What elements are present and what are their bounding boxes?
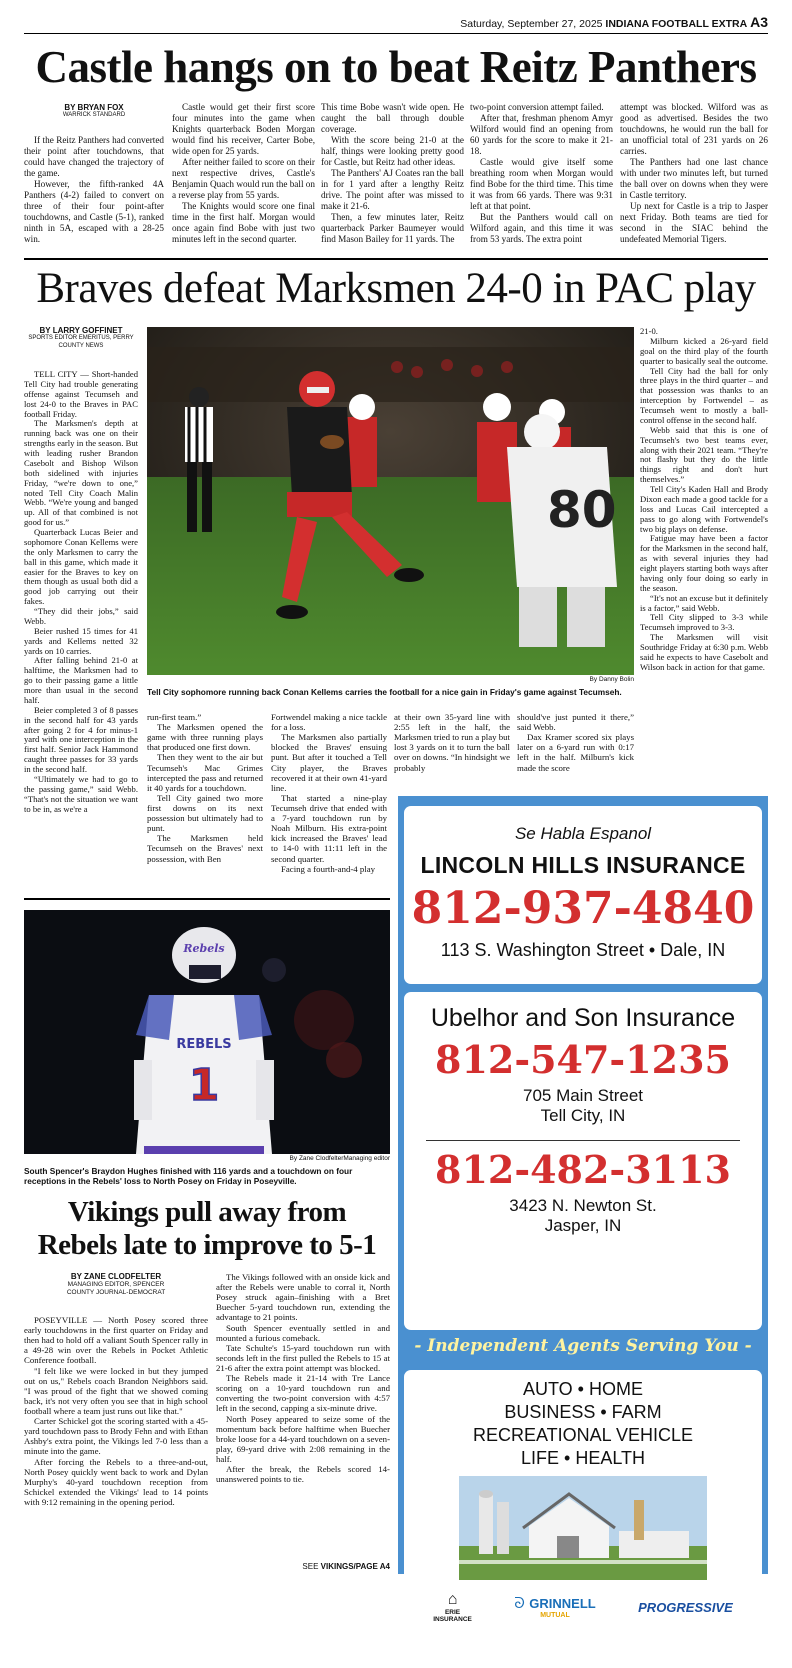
paragraph: “They did their jobs,” said Webb. (24, 606, 138, 626)
byline-name: BY ZANE CLODFELTER (70, 1272, 162, 1281)
paragraph: South Spencer eventually settled in and mounted a furious comeback. (216, 1322, 390, 1343)
story1-byline (24, 103, 164, 120)
paragraph: POSEYVILLE — North Posey scored three early touchdowns in the first quarter on Friday and then had to hold off a valiant South Spencer rally in a 49-28 win over the Rebels in Pocket Athletic Conference football. (24, 1315, 208, 1366)
paragraph: The Marksmen's depth at running back was one on their strengths early in the season. But with leading rusher Brandon Casebolt and Bishop Wilson both sidelined with injuries Friday, “we're down to one,” noted Tell City Coach Malin Webb. “We're young and banged up. All of that combined is not good for us.” (24, 418, 138, 528)
jump-label: SEE (302, 1562, 319, 1571)
paragraph: The Panthers' AJ Coates ran the ball in for 1 yard after a lengthy Reitz drive. The point after was missed to make it 21-6. (321, 168, 464, 212)
erie-name: ERIE (444, 1608, 461, 1616)
phone-number: 812-547-1235 (435, 1037, 731, 1082)
grinnell-name: GRINNELL (529, 1595, 596, 1611)
story3-headline (24, 1196, 390, 1263)
paragraph: The Marksmen also partially blocked the Braves' ensuing punt. But after it touched a Tell City player, the Braves recovered it at their own 41-yard line. (271, 732, 387, 793)
story1-column-3 (321, 102, 464, 245)
story3-column-2 (216, 1272, 390, 1484)
paragraph: 21-0. (640, 326, 658, 336)
paragraph: After that, freshman phenom Amyr Wilford would find an opening from 60 yards for the score to make it 21-18. (470, 113, 613, 157)
headline-line-2: Rebels late to improve to 5-1 (37, 1229, 377, 1262)
paragraph: two-point conversion attempt failed. (470, 102, 604, 112)
coverage-line: LIFE • HEALTH (521, 1448, 645, 1469)
address: 113 S. Washington Street • Dale, IN (440, 940, 726, 960)
headline-line-1: Vikings pull away from (67, 1196, 347, 1228)
address-line: 705 Main Street (522, 1086, 643, 1105)
photo-credit: By Zane ClodfelterManaging editor (289, 1155, 390, 1162)
paragraph: Tell City gained two more first downs on its next possession but ultimately had to punt. (147, 792, 263, 834)
paragraph: The Rebels made it 21-14 with Tre Lance scoring on a 10-yard touchdown run and converting the two-point conversion with 4:57 left in the second, capping a six-minute drive. (216, 1373, 390, 1414)
paragraph: Then, a few minutes later, Reitz quarterback Parker Baumeyer would find Mason Bailey for 11 yards. The (321, 212, 464, 245)
story1-column-1 (24, 135, 164, 245)
address-line: Tell City, IN (540, 1106, 626, 1125)
divider (426, 1140, 740, 1141)
paragraph: Beier rushed 15 times for 41 yards and Kellems netted 32 yards on 10 carries. (24, 625, 138, 656)
helmet-text: Rebels (183, 942, 225, 955)
grinnell-logo (514, 1596, 595, 1619)
paragraph: Castle would get their first score four minutes into the game when Knights quarterback Boden Morgan would find his receiver, Carter Bobe, wide open for 25 yards. (172, 102, 315, 157)
progressive-logo: PROGRESSIVE (638, 1599, 733, 1615)
rebels-player-photo-art (24, 910, 390, 1154)
story2-column-lower-1 (147, 712, 263, 864)
story2-column-right (640, 327, 768, 673)
coverage-panel (404, 1370, 762, 1668)
byline-name: BY LARRY GOFFINET (39, 326, 123, 335)
paragraph: After falling behind 21-0 at halftime, the Marksmen had to go to their passing game a little more than usual in the second half. (24, 655, 138, 705)
divider (24, 258, 768, 260)
farm-image (459, 1476, 707, 1580)
paragraph: The Vikings followed with an onside kick and after the Rebels were unable to corral it, North Posey struck again–finishing with a Bret Buecher 5-yard touchdown run, extending the advantage to 21 points. (216, 1272, 390, 1323)
story3-byline (24, 1272, 208, 1297)
story1-column-5 (620, 102, 768, 245)
grinnell-subname: MUTUAL (540, 1611, 570, 1619)
paragraph: Beier completed 3 of 8 passes in the second half for 43 yards after going 2 for 4 for minus-1 yard with one interception in the first half. Senior Jack Hammond caught three passes for 33 yards in the second half. (24, 704, 138, 774)
paragraph: The Marksmen opened the game with three running plays that produced one first down. (147, 722, 263, 753)
divider (24, 898, 390, 900)
paragraph: Quarterback Lucas Beier and sophomore Conan Kellems were the only Marksmen to carry the ball in this game, which made it easier for the Braves to key on them though as usual both did a good job carrying out their fakes. (24, 527, 138, 607)
paragraph: Then they went to the air but Tecumseh's Mac Grimes intercepted the pass and returned it 40 yards for a touchdown. (147, 752, 263, 793)
football-photo-art (147, 327, 634, 675)
jump-reference: VIKINGS/PAGE A4 (320, 1562, 390, 1571)
erie-icon: ⌂ (447, 1591, 458, 1609)
photo-caption: Tell City sophomore running back Conan Kellems carries the football for a nice gain in Friday's game against Tecumseh. (147, 687, 622, 697)
paragraph: Facing a fourth-and-4 play (281, 863, 376, 874)
jump-line[interactable] (216, 1562, 390, 1571)
paragraph: After forcing the Rebels to a three-and-out, North Posey quickly went back to work and Dylan Murphy's 40-yard touchdown reception from Schickel extended the Vikings' lead to 14 points with 9:12 remaining in the opening period. (24, 1456, 208, 1507)
photo-credit: By Danny Bolin (589, 676, 634, 683)
espanol-text: Se Habla Espanol (514, 824, 652, 843)
paragraph: This time Bobe wasn't wide open. He caught the ball through double coverage. (321, 102, 464, 135)
byline-name: BY BRYAN FOX (64, 103, 124, 112)
page-number: A3 (750, 14, 768, 30)
paragraph: The Marksmen held Tecumseh on the Braves' next possession, with Ben (147, 833, 263, 864)
company-name: Ubelhor and Son Insurance (430, 1004, 736, 1032)
paragraph: Fatigue may have been a factor for the Marksmen in the second half, as with several injuries they had eight players starting both ways after having only four doing so early in the season. (640, 533, 768, 593)
paragraph: After the break, the Rebels scored 14-unanswered points to tie. (216, 1464, 390, 1485)
byline-role: SPORTS EDITOR EMERITUS, PERRY COUNTY NEWS (28, 335, 134, 349)
paragraph: Milburn kicked a 26-yard field goal on the third play of the fourth quarter to basically seal the outcome. (640, 335, 768, 366)
paragraph: Tell City slipped to 3-3 while Tecumseh improved to 3-3. (640, 612, 768, 633)
paragraph: The Panthers had one last chance with under two minutes left, but turned the ball over on downs when they were in Castle territory. (620, 157, 768, 201)
story1-column-4 (470, 102, 613, 245)
section-name: INDIANA FOOTBALL EXTRA (605, 18, 748, 30)
insurance-ad (398, 796, 768, 1623)
coverage-line: RECREATIONAL VEHICLE (472, 1425, 694, 1446)
paragraph: Up next for Castle is a trip to Jasper next Friday. Both teams are tied for second in the SIAC behind the undefeated Memorial Tigers. (620, 201, 768, 245)
svg-text:80: 80 (547, 481, 617, 539)
story2-column-lower-2 (271, 712, 387, 874)
photo-caption: South Spencer's Braydon Hughes finished with 116 yards and a touchdown on four receptions in the Rebels' loss to North Posey on Friday in Poseyville. (24, 1166, 353, 1187)
story1-headline: Castle hangs on to beat Reitz Panthers (35, 42, 757, 92)
carrier-logos (404, 1591, 762, 1623)
address-line: 3423 N. Newton St. (509, 1196, 657, 1215)
story2-byline (24, 326, 138, 350)
paragraph: at their own 35-yard line with 2:55 left in the half, the Marksmen tried to run a play but lost 3 yards on it to turn the ball over on downs. “In hindsight we probably (394, 712, 510, 773)
paragraph: After neither failed to score on their next respective drives, Castle's Benjamin Quach would run the ball on a reverse play from 55 yards. (172, 157, 315, 201)
paragraph: Tell City had the ball for only three plays in the third quarter – and that possession was thanks to an interception by Fortwendel – as Tecumseh went to mostly a ball-control offense in the second half. (640, 365, 768, 425)
masthead (24, 14, 768, 34)
paragraph: “Ultimately we had to go to the passing game,” said Webb. “That's not the situation we want to be in, as we're a (24, 773, 138, 814)
company-name: LINCOLN HILLS INSURANCE (420, 852, 746, 878)
lincoln-hills-panel (404, 806, 762, 984)
coverage-line: AUTO • HOME (523, 1379, 643, 1399)
paragraph: That started a nine-play Tecumseh drive that ended with a 7-yard touchdown run by Noah Milburn. His extra-point kick increased the Braves' lead to 14-0 with 11:11 left in the second quarter. (271, 792, 387, 864)
football-photo (147, 327, 634, 675)
paragraph: Castle would give itself some breathing room when Morgan would find Bobe for the third time. This time it was from 66 yards. There was 9:31 left at that point. (470, 157, 613, 212)
story2-column-lower-3 (394, 712, 510, 773)
paragraph: If the Reitz Panthers had converted their point after touchdowns, that could have changed the trajectory of the game. (24, 135, 164, 179)
paragraph: Tell City's Kaden Hall and Brody Dixon each made a good tackle for a loss and Lucas Cail intercepted a pass to go along with Fortwendel's two big plays on defense. (640, 484, 768, 534)
paragraph: Webb said that this is one of Tecumseh's two best teams ever, along with their 2021 team. “They're not flashy but they do the little things right and don't hurt themselves.” (640, 424, 768, 485)
byline-role: WARRICK STANDARD (62, 112, 126, 118)
paragraph: run-first team.” (147, 712, 202, 722)
phone-number: 812-482-3113 (435, 1147, 731, 1192)
paragraph: The Marksmen will visit Southridge Friday at 6:30 p.m. Webb said he expects to have Casebolt and Wilson back in action for that game. (640, 632, 768, 672)
coverage-lines (404, 1378, 762, 1470)
byline-role: MANAGING EDITOR, SPENCER COUNTY JOURNAL-DEMOCRAT (66, 1281, 166, 1297)
erie-logo (433, 1591, 472, 1623)
erie-subname: INSURANCE (433, 1615, 472, 1623)
story2-column-left (24, 370, 138, 892)
paragraph: “It's not an excuse but it definitely is a factor,” said Webb. (640, 592, 769, 613)
paragraph: Carter Schickel got the scoring started with a 45-yard touchdown pass to Brody Fehn and with Ethan Ashby's extra point, the Vikings led 7-0 less than a minute into the game. (24, 1416, 208, 1457)
rebels-player-photo (24, 910, 390, 1154)
jersey-number: 1 (188, 1060, 220, 1111)
paragraph: Tate Schulte's 15-yard touchdown run with seconds left in the first pulled the Rebels to 15 at 21-6 after the extra point attempt was blocked. (216, 1342, 390, 1373)
story2-column-lower-4 (517, 712, 634, 773)
paragraph: North Posey appeared to seize some of the momentum back before halftime when Buecher broke loose for a 44-yard touchdown on a seven-play, 69-yard drive with 2:08 remaining in the half. (216, 1413, 390, 1464)
paragraph: "I felt like we were locked in but they jumped out on us," Rebels coach Brandon Neighbors said. "I was proud of the fight that we showed coming back, it's not very often you see that in high school football where a team just runs out like that." (24, 1365, 208, 1416)
ubelhor-panel (404, 992, 762, 1330)
grinnell-icon: ᘐ (514, 1594, 525, 1612)
issue-date: Saturday, September 27, 2025 (460, 18, 603, 30)
paragraph: attempt was blocked. Wilford was as good as advertised. Besides the two touchdowns, he would run the ball for an unofficial total of 231 yards on 26 carries. (620, 102, 768, 157)
address-line: Jasper, IN (544, 1216, 622, 1235)
paragraph: Dax Kramer scored six plays later on a 6-yard run with 0:17 left in the half. Milburn's kick made the score (517, 732, 634, 773)
paragraph: Fortwendel making a nice tackle for a loss. (271, 712, 387, 733)
jersey-text: REBELS (176, 1037, 232, 1052)
phone-number: 812-937-4840 (411, 883, 755, 934)
story1-column-2 (172, 102, 315, 245)
paragraph: With the score being 21-0 at the half, things were looking pretty good for Castle, but Reitz had other ideas. (321, 135, 464, 168)
ad-tagline: - Independent Agents Serving You - (414, 1336, 752, 1356)
coverage-line: BUSINESS • FARM (504, 1402, 662, 1423)
paragraph: should've just punted it there,” said Webb. (517, 712, 634, 733)
paragraph: But the Panthers would call on Wilford again, and this time it was from 53 yards. The extra point (470, 212, 613, 245)
story2-headline: Braves defeat Marksmen 24-0 in PAC play (36, 265, 756, 312)
paragraph: However, the fifth-ranked 4A Panthers (4-2) failed to convert on three of their four point-after touchdowns, and Castle (5-1), ranked ninth in 5A, escaped with a 28-25 win. (24, 179, 164, 245)
paragraph: TELL CITY — Short-handed Tell City had trouble generating offense against Tecumseh and lost 24-0 to the Braves in PAC football Friday. (24, 369, 138, 419)
paragraph: The Knights would score one final time in the first half. Morgan would once again find Bobe with just two minutes left in the second quarter. (172, 201, 315, 245)
story3-column-1 (24, 1315, 208, 1507)
